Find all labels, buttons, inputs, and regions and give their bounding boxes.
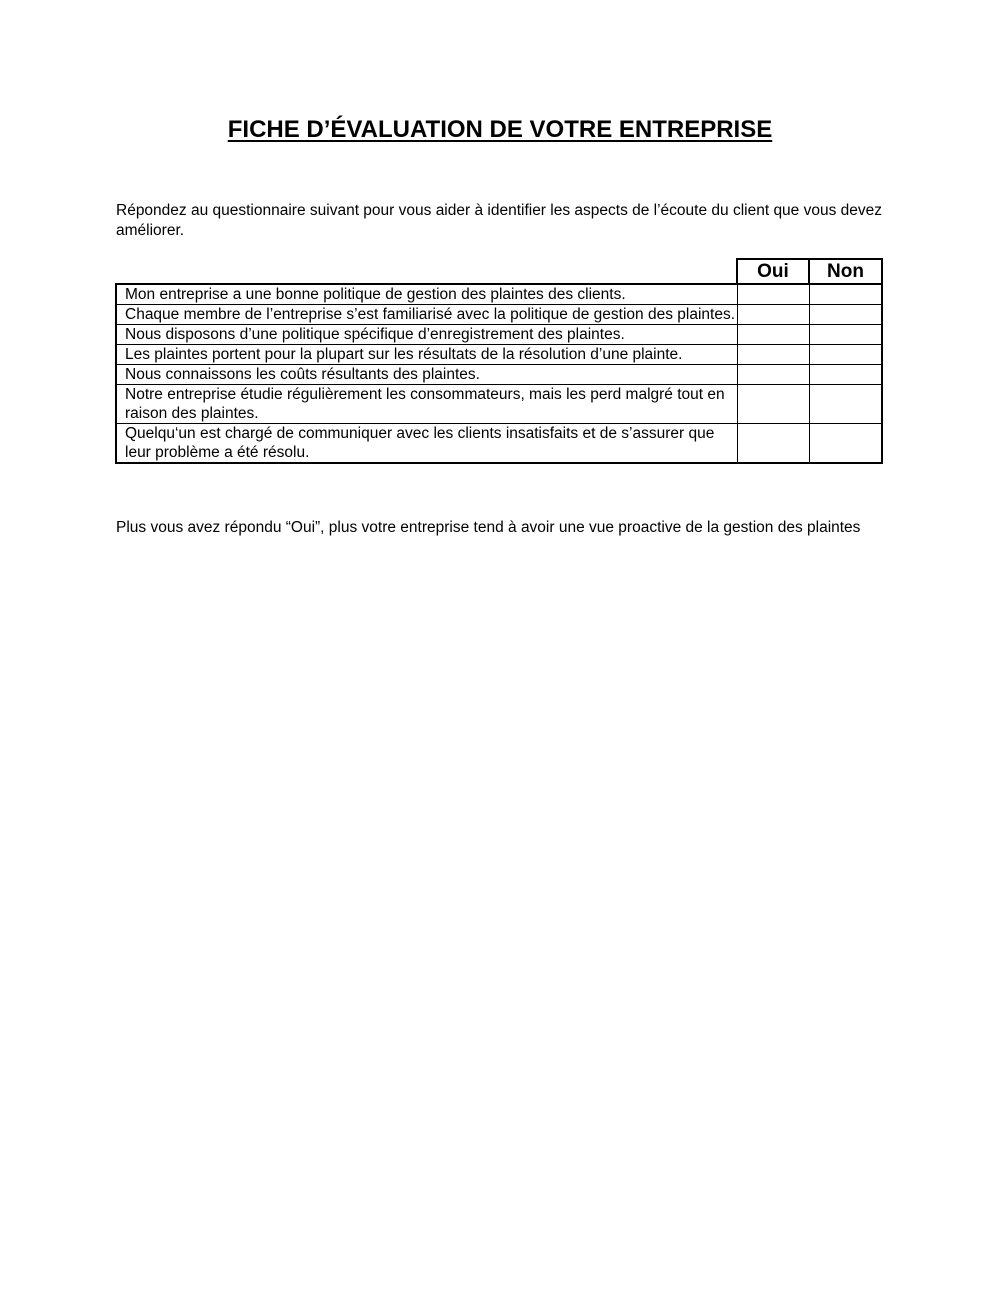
question-text: Les plaintes portent pour la plupart sur les résultats de la résolution d’une plainte. [116, 345, 737, 365]
table-row [116, 345, 882, 365]
oui-checkbox-cell[interactable] [737, 345, 809, 365]
non-checkbox-cell[interactable] [809, 325, 882, 345]
page-title: FICHE D’ÉVALUATION DE VOTRE ENTREPRISE [227, 116, 773, 143]
table-row [116, 284, 882, 305]
oui-checkbox-cell[interactable] [737, 385, 809, 424]
oui-checkbox-cell[interactable] [737, 305, 809, 325]
non-checkbox-cell[interactable] [809, 424, 882, 464]
non-checkbox-cell[interactable] [809, 345, 882, 365]
table-row [116, 305, 882, 325]
header-oui: Oui [737, 259, 809, 284]
oui-checkbox-cell[interactable] [737, 284, 809, 305]
oui-checkbox-cell[interactable] [737, 325, 809, 345]
question-text: Mon entreprise a une bonne politique de gestion des plaintes des clients. [116, 284, 737, 305]
oui-checkbox-cell[interactable] [737, 424, 809, 464]
question-text: Nous connaissons les coûts résultants des plaintes. [116, 365, 737, 385]
non-checkbox-cell[interactable] [809, 305, 882, 325]
table-header-row [116, 259, 882, 284]
conclusion-paragraph: Plus vous avez répondu “Oui”, plus votre entreprise tend à avoir une vue proactive de la gestion des plaintes [116, 519, 861, 536]
non-checkbox-cell[interactable] [809, 365, 882, 385]
question-text: Chaque membre de l’entreprise s’est familiarisé avec la politique de gestion des plaintes. [116, 305, 737, 325]
question-text: Nous disposons d’une politique spécifique d’enregistrement des plaintes. [116, 325, 737, 345]
non-checkbox-cell[interactable] [809, 385, 882, 424]
oui-checkbox-cell[interactable] [737, 365, 809, 385]
table-row [116, 424, 882, 464]
table-row [116, 365, 882, 385]
question-text: Notre entreprise étudie régulièrement les consommateurs, mais les perd malgré tout en raison des plaintes. [116, 385, 737, 424]
header-spacer [116, 259, 737, 284]
question-text: Quelqu‘un est chargé de communiquer avec les clients insatisfaits et de s’assurer que leur problème a été résolu. [116, 424, 737, 464]
evaluation-table [115, 258, 883, 464]
table-row [116, 325, 882, 345]
header-non: Non [809, 259, 882, 284]
intro-paragraph: Répondez au questionnaire suivant pour vous aider à identifier les aspects de l’écoute du client que vous devez améliorer. [116, 202, 883, 239]
non-checkbox-cell[interactable] [809, 284, 882, 305]
table-row [116, 385, 882, 424]
